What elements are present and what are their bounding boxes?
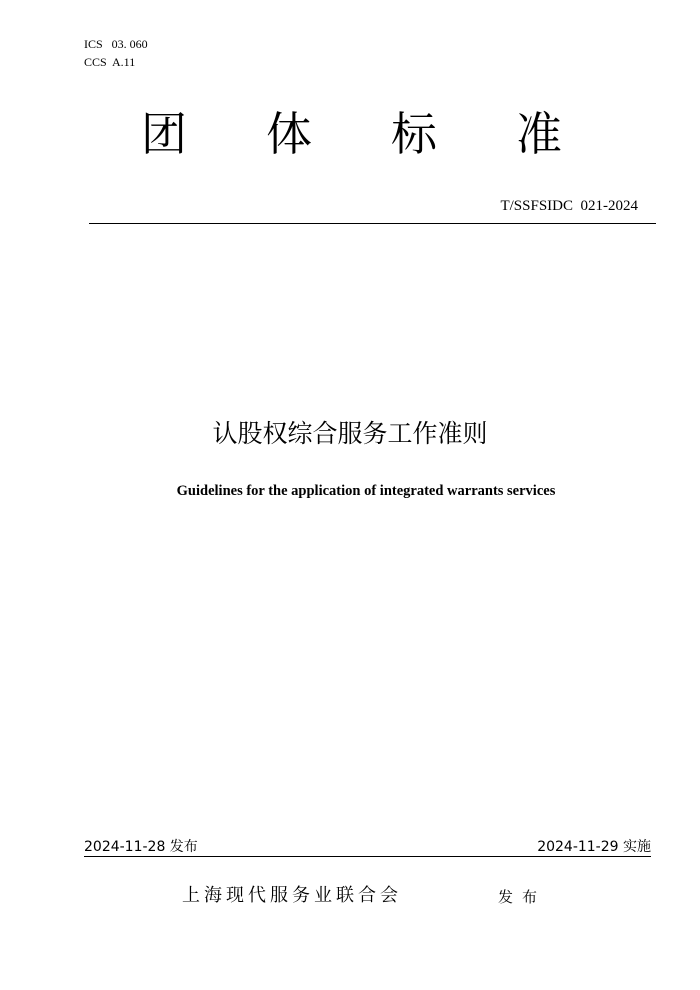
standard-number: T/SSFSIDC 021-2024	[500, 198, 638, 214]
publish-date: 2024-11-28 发布	[84, 839, 198, 855]
standard-type-heading	[0, 106, 700, 166]
issued-label: 发布	[498, 888, 547, 906]
standard-type-char: 体	[266, 107, 312, 161]
ccs-code: CCS A.11	[84, 55, 136, 69]
implementation-date: 2024-11-29 实施	[537, 839, 651, 855]
issuing-organization: 上海现代服务业联合会	[182, 885, 402, 906]
header-divider	[89, 223, 656, 224]
standard-type-char: 标	[391, 107, 437, 161]
title-english: Guidelines for the application of integrated warrants services	[176, 483, 556, 499]
standard-type-char: 团	[141, 107, 187, 161]
footer-divider	[84, 856, 651, 857]
standard-type-char: 准	[516, 107, 562, 161]
title-chinese: 认股权综合服务工作准则	[212, 419, 488, 448]
ics-code: ICS 03. 060	[84, 37, 148, 51]
